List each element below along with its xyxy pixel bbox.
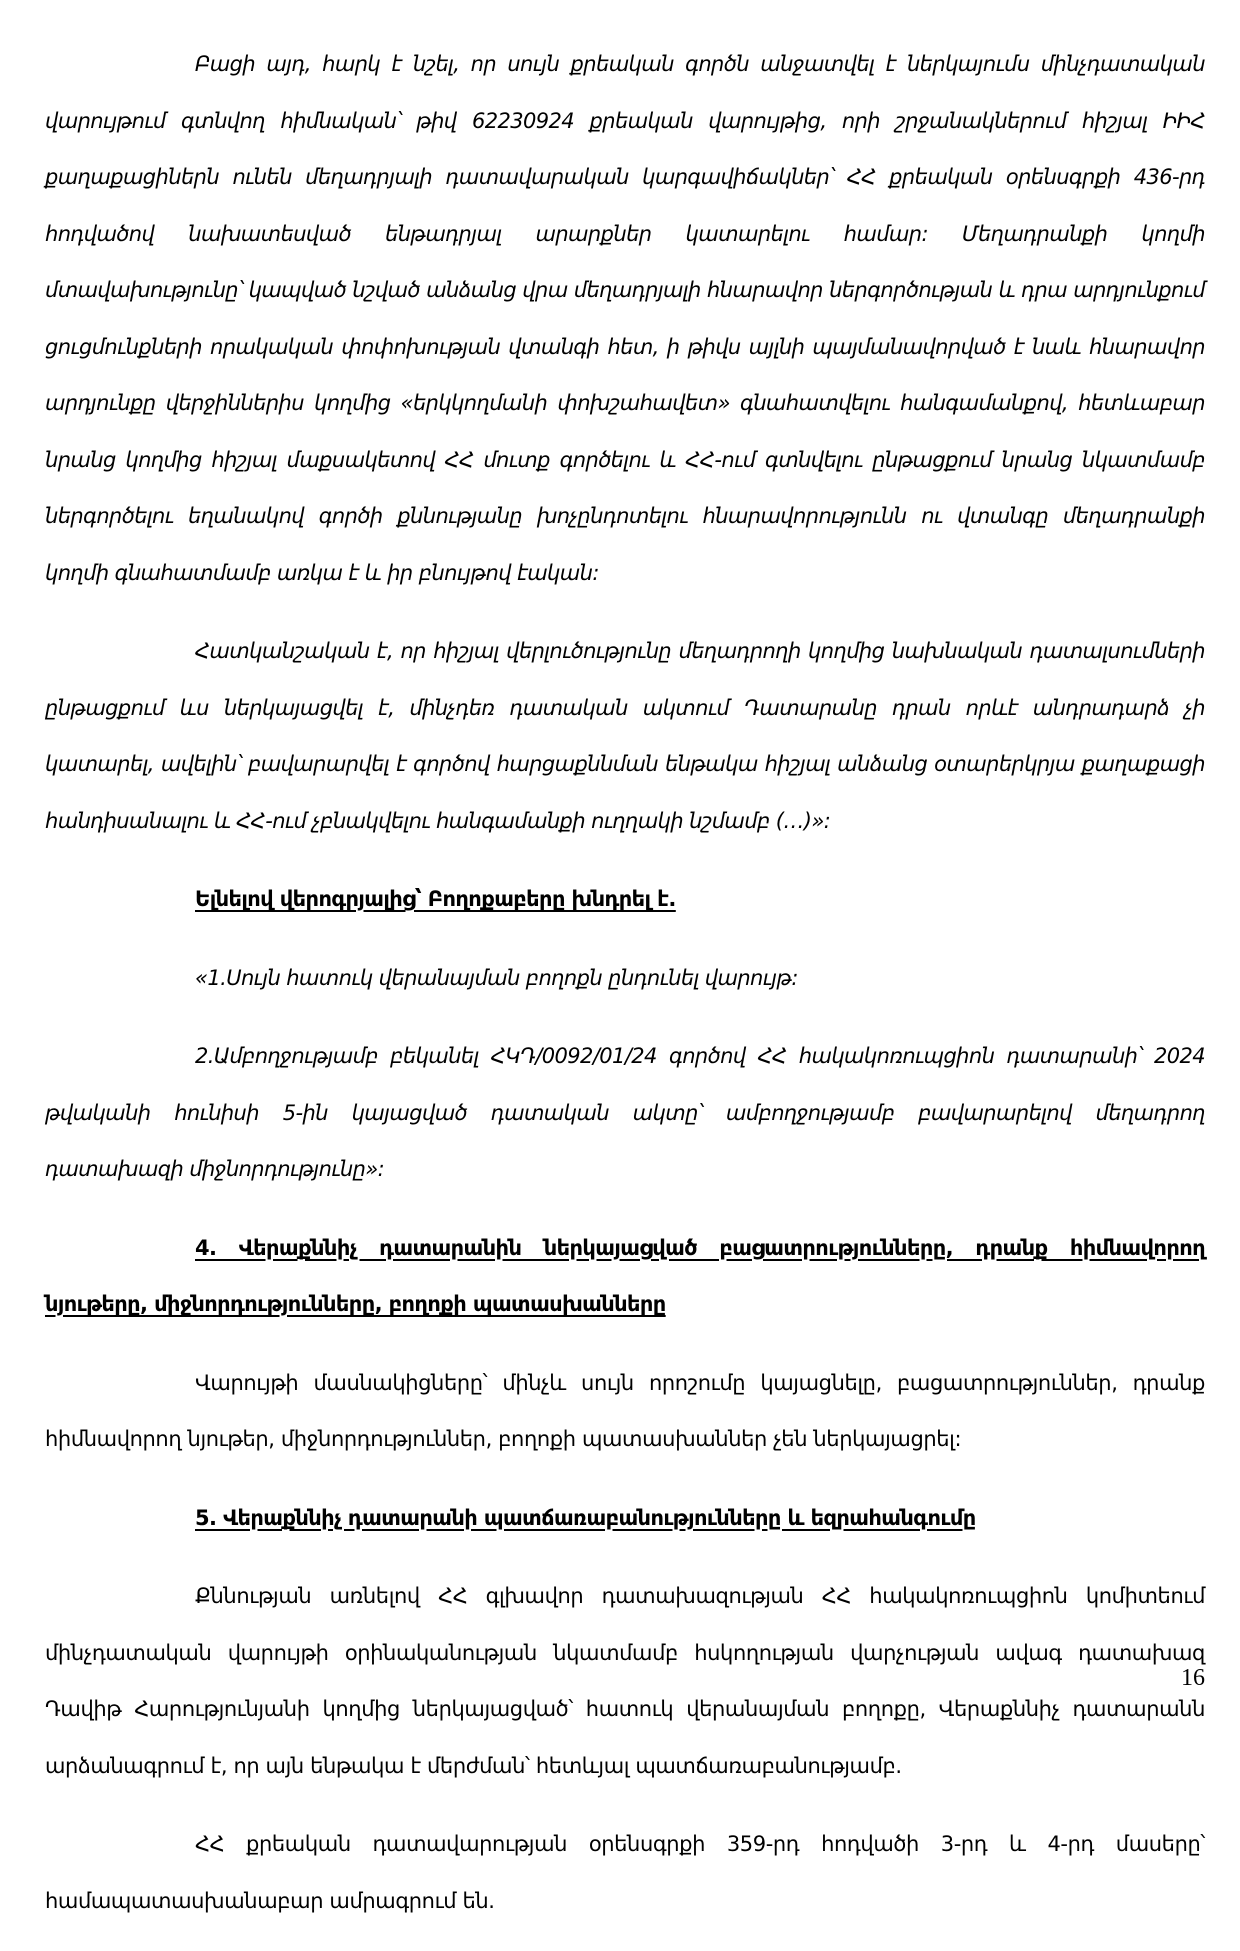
- page-number: 16: [1181, 1665, 1205, 1691]
- document-page: [45, 36, 1205, 1951]
- section-5-paragraph-1: Քննության առնելով ՀՀ գլխավոր դատախազության ՀՀ հակակոռուպցիոն կոմիտեում մինչդատական վարույթի օրինականության նկատմամբ հսկողության վարչության ավագ դատախազ Դավիթ Հարությունյանի կողմից ներկայացված՝ հատուկ վերանայման բողոքը, Վերաքննիչ դատարանն արձանագրում է, որ այն ենթակա է մերժման՝ հետևյալ պատճառաբանությամբ.: [45, 1584, 1205, 1778]
- request-item-1: «1.Սույն հատուկ վերանայման բողոքն ընդունել վարույթ:: [195, 965, 798, 990]
- paragraph-separated-case: Բացի այդ, հարկ է նշել, որ սույն քրեական գործն անջատվել է ներկայումս մինչդատական վարույթում գտնվող հիմնական՝ թիվ 62230924 քրեական վարույթից, որի շրջանակներում հիշյալ ԻԻՀ քաղաքացիներն ունեն մեղադրյալի դատավարական կարգավիճակներ՝ ՀՀ քրեական օրենսգրքի 436-րդ հոդվածով նախատեսված ենթադրյալ արարքներ կատարելու համար: Մեղադրանքի կողմի մտավախությունը՝ կապված նշված անձանց վրա մեղադրյալի հնարավոր ներգործության և դրա արդյունքում ցուցմունքների որակական փոփոխության վտանգի հետ, ի թիվս այլնի պայմանավորված է նաև հնարավոր արդյունքը վերջիններիս կողմից «երկկողմանի փոխշահավետ» գնահատվելու հանգամանքով, հետևաբար նրանց կողմից հիշյալ մաքսակետով ՀՀ մուտք գործելու և ՀՀ-ում գտնվելու ընթացքում նրանց նկատմամբ ներգործելու եղանակով գործի քննությանը խոչընդոտելու հնարավորությունն ու վտանգը մեղադրանքի կողմի գնահատմամբ առկա է և իր բնույթով էական:: [45, 52, 1205, 585]
- paragraph-analysis-note: Հատկանշական է, որ հիշյալ վերլուծությունը մեղադրողի կողմից նախնական դատալսումների ընթացքում ևս ներկայացվել է, մինչդեռ դատական ակտում Դատարանը դրան որևէ անդրադարձ չի կատարել, ավելին՝ բավարարվել է գործով հարցաքննման ենթակա հիշյալ անձանց օտարերկրյա քաղաքացի հանդիսանալու և ՀՀ-ում չբնակվելու հանգամանքի ուղղակի նշմամբ (…)»:: [45, 639, 1205, 833]
- section-5-heading: 5. Վերաքննիչ դատարանի պատճառաբանությունները և եզրահանգումը: [195, 1505, 976, 1530]
- request-heading: Ելնելով վերոգրյալից՝ Բողոքաբերը խնդրել է.: [195, 887, 676, 911]
- request-item-2: 2.Ամբողջությամբ բեկանել ՀԿԴ/0092/01/24 գործով ՀՀ հակակոռուպցիոն դատարանի՝ 2024 թվականի հունիսի 5-ին կայացված դատական ակտը՝ ամբողջությամբ բավարարելով մեղադրող դատախազի միջնորդությունը»:: [45, 1044, 1205, 1181]
- section-5-paragraph-2: ՀՀ քրեական դատավարության օրենսգրքի 359-րդ հոդվածի 3-րդ և 4-րդ մասերը՝ համապատասխանաբար ամրագրում են.: [45, 1832, 1205, 1913]
- section-4-heading: 4. Վերաքննիչ դատարանին ներկայացված բացատրությունները, դրանք հիմնավորող նյութերը, միջնորդությունները, բողոքի պատասխանները: [45, 1235, 1205, 1316]
- section-4-text: Վարույթի մասնակիցները՝ մինչև սույն որոշումը կայացնելը, բացատրություններ, դրանք հիմնավորող նյութեր, միջնորդություններ, բողոքի պատասխաններ չեն ներկայացրել:: [45, 1370, 1205, 1451]
